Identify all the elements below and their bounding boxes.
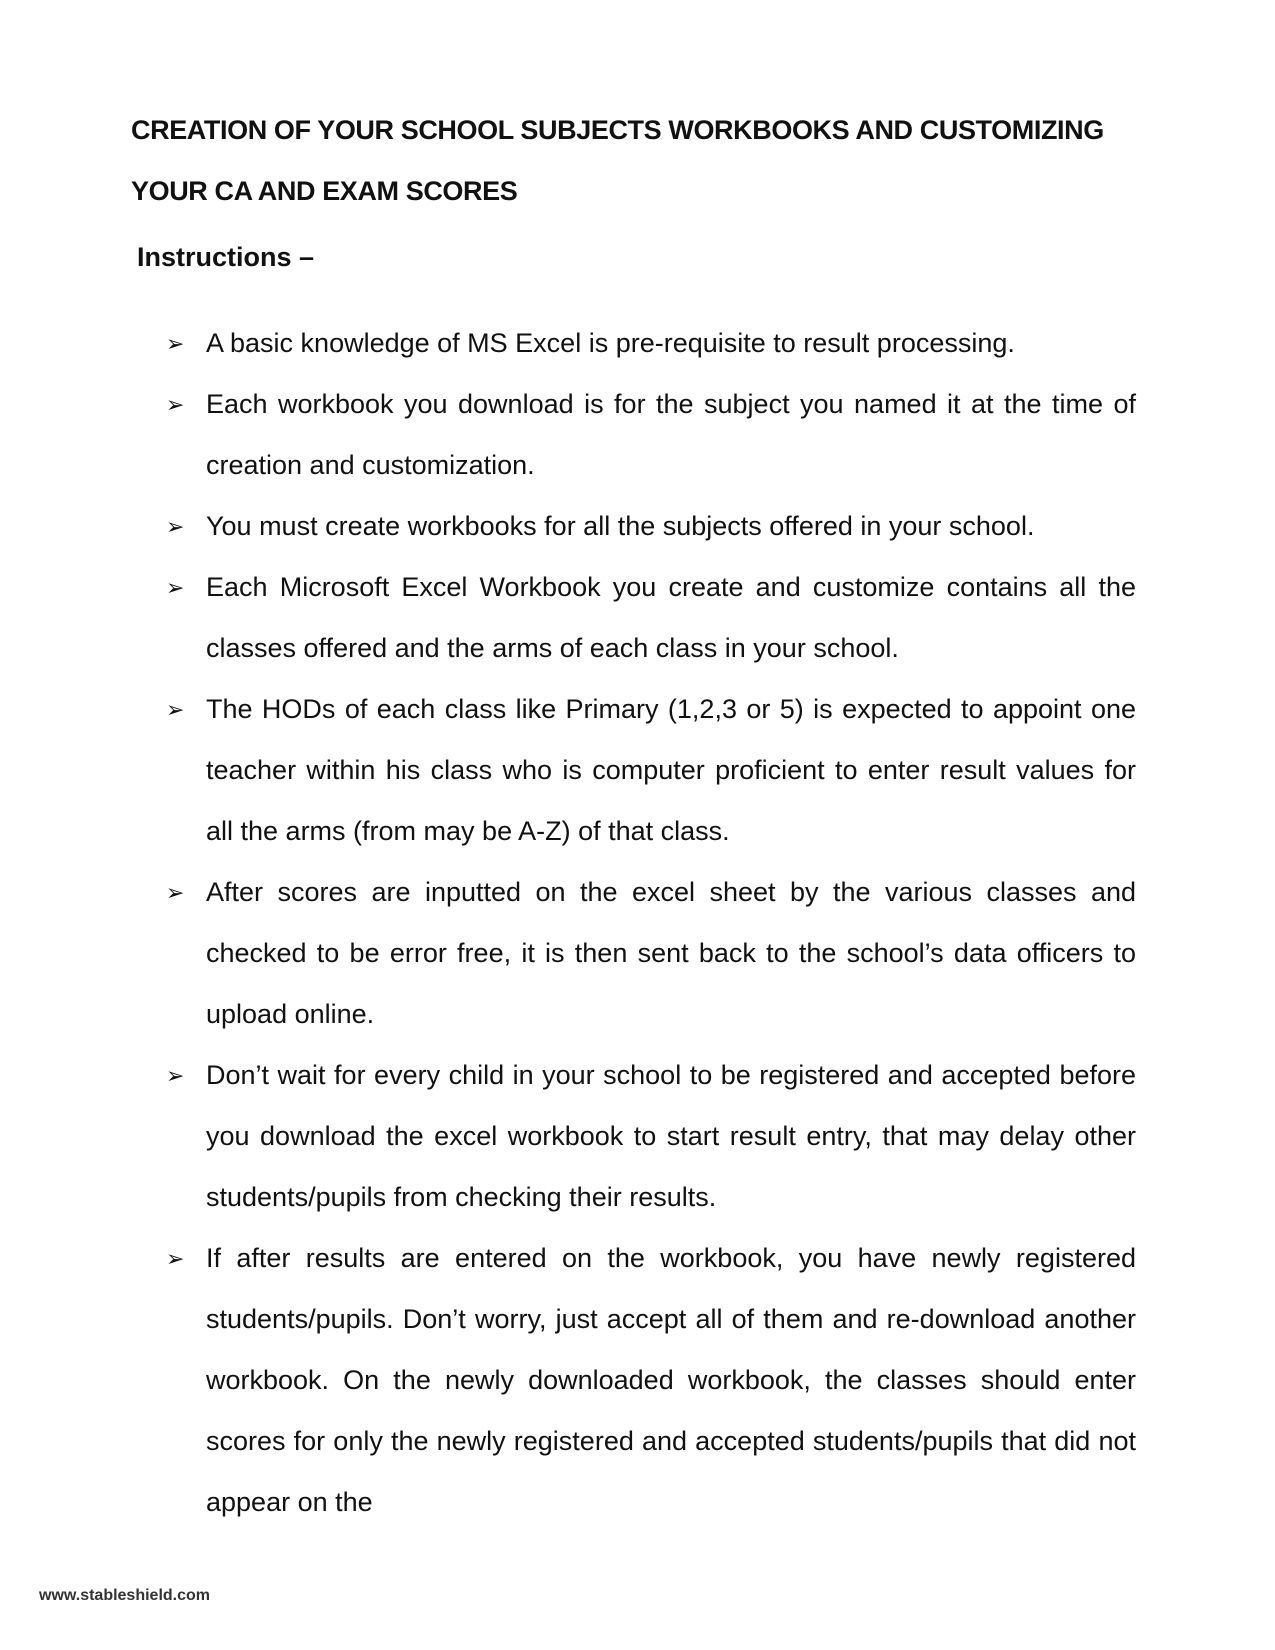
list-item xyxy=(166,374,1136,496)
arrow-bullet-icon: ➢ xyxy=(166,575,185,600)
arrow-bullet-icon: ➢ xyxy=(166,880,185,905)
arrow-bullet-icon: ➢ xyxy=(166,331,185,356)
instructions-list xyxy=(166,313,1136,1533)
list-item-text: The HODs of each class like Primary (1,2,3 or 5) is expected to appoint one teacher within his class who is computer proficient to enter result values for all the arms (from may be A-Z) of that class. xyxy=(206,694,1136,846)
list-item-text: You must create workbooks for all the subjects offered in your school. xyxy=(206,511,1035,541)
list-item xyxy=(166,557,1136,679)
arrow-bullet-icon: ➢ xyxy=(166,697,185,722)
list-item-text: Don’t wait for every child in your school to be registered and accepted before you download the excel workbook to start result entry, that may delay other students/pupils from checking their results. xyxy=(206,1060,1136,1212)
list-item-text: If after results are entered on the workbook, you have newly registered students/pupils. Don’t worry, just accept all of them and re-download another workbook. On the newly downloaded workbook, the classes should enter scores for only the newly registered and accepted students/pupils that did not appear on the xyxy=(206,1243,1136,1517)
arrow-bullet-icon: ➢ xyxy=(166,514,185,539)
arrow-bullet-icon: ➢ xyxy=(166,1246,185,1271)
arrow-bullet-icon: ➢ xyxy=(166,1063,185,1088)
list-item xyxy=(166,1045,1136,1228)
instructions-heading: Instructions – xyxy=(137,242,315,272)
list-item xyxy=(166,496,1136,557)
footer-website: www.stableshield.com xyxy=(39,1587,211,1604)
arrow-bullet-icon: ➢ xyxy=(166,392,185,417)
list-item xyxy=(166,862,1136,1045)
list-item-text: Each workbook you download is for the subject you named it at the time of creation and customization. xyxy=(206,389,1136,480)
list-item xyxy=(166,1228,1136,1533)
list-item xyxy=(166,679,1136,862)
page-title: CREATION OF YOUR SCHOOL SUBJECTS WORKBOOKS AND CUSTOMIZING YOUR CA AND EXAM SCORES xyxy=(131,115,1104,206)
list-item-text: After scores are inputted on the excel sheet by the various classes and checked to be error free, it is then sent back to the school’s data officers to upload online. xyxy=(206,877,1136,1029)
list-item xyxy=(166,313,1136,374)
list-item-text: A basic knowledge of MS Excel is pre-requisite to result processing. xyxy=(206,328,1015,358)
list-item-text: Each Microsoft Excel Workbook you create and customize contains all the classes offered and the arms of each class in your school. xyxy=(206,572,1136,663)
